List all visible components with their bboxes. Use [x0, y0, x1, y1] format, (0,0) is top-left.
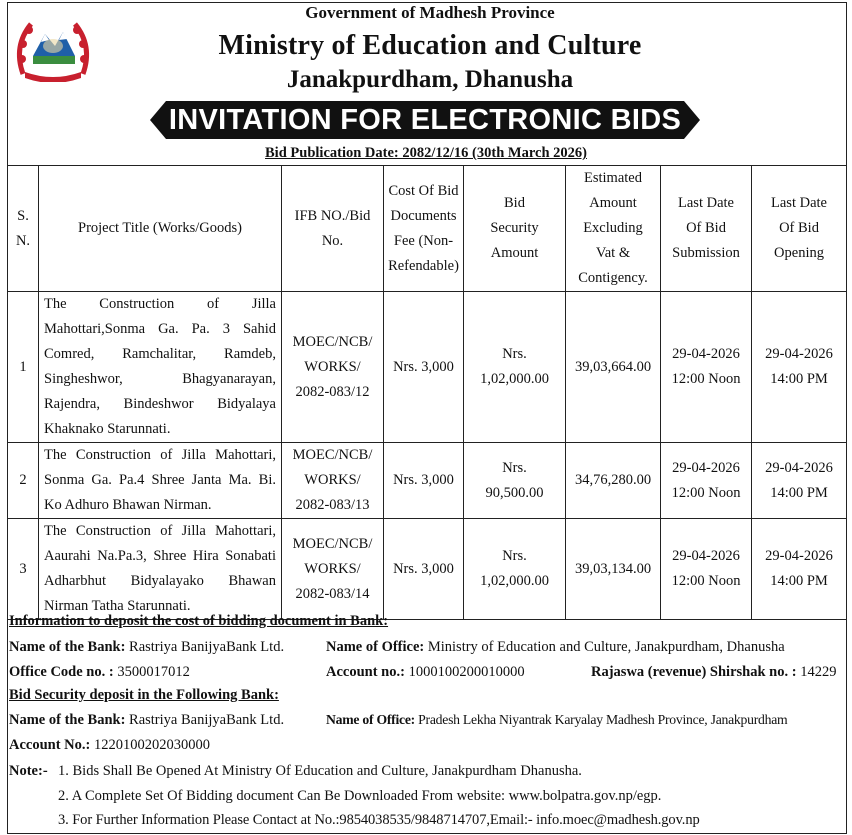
bids-table — [7, 165, 847, 620]
table-row — [8, 292, 847, 443]
government-name: Government of Madhesh Province — [305, 3, 555, 22]
col-sn: S. N. — [8, 166, 39, 292]
col-bid-security: Bid Security Amount — [464, 166, 566, 292]
col-opening-date: Last Date Of Bid Opening — [752, 166, 847, 292]
row-bid-security: Nrs. 90,500.00 — [464, 443, 566, 519]
invitation-banner — [150, 101, 700, 139]
row-estimated-amount: 39,03,664.00 — [566, 292, 661, 443]
notes-label: Note:- — [9, 763, 48, 779]
row-estimated-amount: 39,03,134.00 — [566, 519, 661, 620]
row-opening-date: 29-04-2026 14:00 PM — [752, 292, 847, 443]
row-project-title: The Construction of Jilla Mahottari, Aaurahi Na.Pa.3, Shree Hira Sonabati Adharbhut Bidyalayako Bhawan Nirman Tatha Starunnati. — [39, 519, 282, 620]
bank-fee-heading: Information to deposit the cost of bidding document in Bank: — [9, 613, 389, 629]
col-ifb-no: IFB NO./Bid No. — [282, 166, 384, 292]
office-location: Janakpurdham, Dhanusha — [286, 66, 574, 93]
row-project-title: The Construction of Jilla Mahottari, Sonma Ga. Pa.4 Shree Janta Ma. Bi. Ko Adhuro Bhawan Nirman. — [39, 443, 282, 519]
row-cost-fee: Nrs. 3,000 — [384, 443, 464, 519]
row-sn: 3 — [8, 519, 39, 620]
bank-fee-revenue: Rajaswa (revenue) Shirshak no. : 14229 — [591, 664, 837, 680]
banner-title: INVITATION FOR ELECTRONIC BIDS — [168, 104, 682, 136]
nepal-emblem-icon — [9, 16, 97, 82]
row-submission-date: 29-04-2026 12:00 Noon — [661, 292, 752, 443]
row-ifb-no: MOEC/NCB/ WORKS/ 2082-083/13 — [282, 443, 384, 519]
ministry-name: Ministry of Education and Culture — [218, 30, 642, 61]
col-estimated-amount: Estimated Amount Excluding Vat & Contigency. — [566, 166, 661, 292]
row-bid-security: Nrs. 1,02,000.00 — [464, 519, 566, 620]
note-item: 2. A Complete Set Of Bidding document Can Be Downloaded From website: www.bolpatra.gov.np/egp. — [58, 788, 662, 804]
bank-security-heading: Bid Security deposit in the Following Bank: — [9, 687, 279, 703]
bank-fee-account: Account no.: 1000100200010000 — [326, 664, 525, 680]
bank-fee-office: Name of Office: Ministry of Education and Culture, Janakpurdham, Dhanusha — [326, 639, 785, 655]
col-submission-date: Last Date Of Bid Submission — [661, 166, 752, 292]
row-bid-security: Nrs. 1,02,000.00 — [464, 292, 566, 443]
row-project-title: The Construction of Jilla Mahottari,Sonma Ga. Pa. 3 Sahid Comred, Ramchalitar, Ramdeb, Singheshwor, Bhagyanarayan, Rajendra, Bindeshwor Bidyalaya Khaknako Starunnati. — [39, 292, 282, 443]
col-project-title: Project Title (Works/Goods) — [39, 166, 282, 292]
table-row — [8, 443, 847, 519]
table-row — [8, 519, 847, 620]
row-ifb-no: MOEC/NCB/ WORKS/ 2082-083/12 — [282, 292, 384, 443]
bank-security-office: Name of Office: Pradesh Lekha Niyantrak Karyalay Madhesh Province, Janakpurdham — [326, 712, 788, 727]
bank-fee-office-code: Office Code no. : 3500017012 — [9, 664, 190, 680]
row-submission-date: 29-04-2026 12:00 Noon — [661, 519, 752, 620]
row-ifb-no: MOEC/NCB/ WORKS/ 2082-083/14 — [282, 519, 384, 620]
row-estimated-amount: 34,76,280.00 — [566, 443, 661, 519]
bank-security-bank: Name of the Bank: Rastriya BanijyaBank Ltd. — [9, 712, 285, 728]
col-cost-fee: Cost Of Bid Documents Fee (Non- Refendable) — [384, 166, 464, 292]
note-item: 3. For Further Information Please Contact at No.:9854038535/9848714707,Email:- info.moec@madhesh.gov.np — [58, 812, 700, 828]
row-cost-fee: Nrs. 3,000 — [384, 292, 464, 443]
table-header-row — [8, 166, 847, 292]
bank-fee-bank: Name of the Bank: Rastriya BanijyaBank Ltd. — [9, 639, 285, 655]
note-item: 1. Bids Shall Be Opened At Ministry Of Education and Culture, Janakpurdham Dhanusha. — [58, 763, 582, 779]
publication-date: Bid Publication Date: 2082/12/16 (30th March 2026) — [265, 145, 587, 161]
row-sn: 1 — [8, 292, 39, 443]
row-cost-fee: Nrs. 3,000 — [384, 519, 464, 620]
row-sn: 2 — [8, 443, 39, 519]
row-opening-date: 29-04-2026 14:00 PM — [752, 443, 847, 519]
row-opening-date: 29-04-2026 14:00 PM — [752, 519, 847, 620]
bank-security-account: Account No.: 1220100202030000 — [9, 737, 210, 753]
row-submission-date: 29-04-2026 12:00 Noon — [661, 443, 752, 519]
